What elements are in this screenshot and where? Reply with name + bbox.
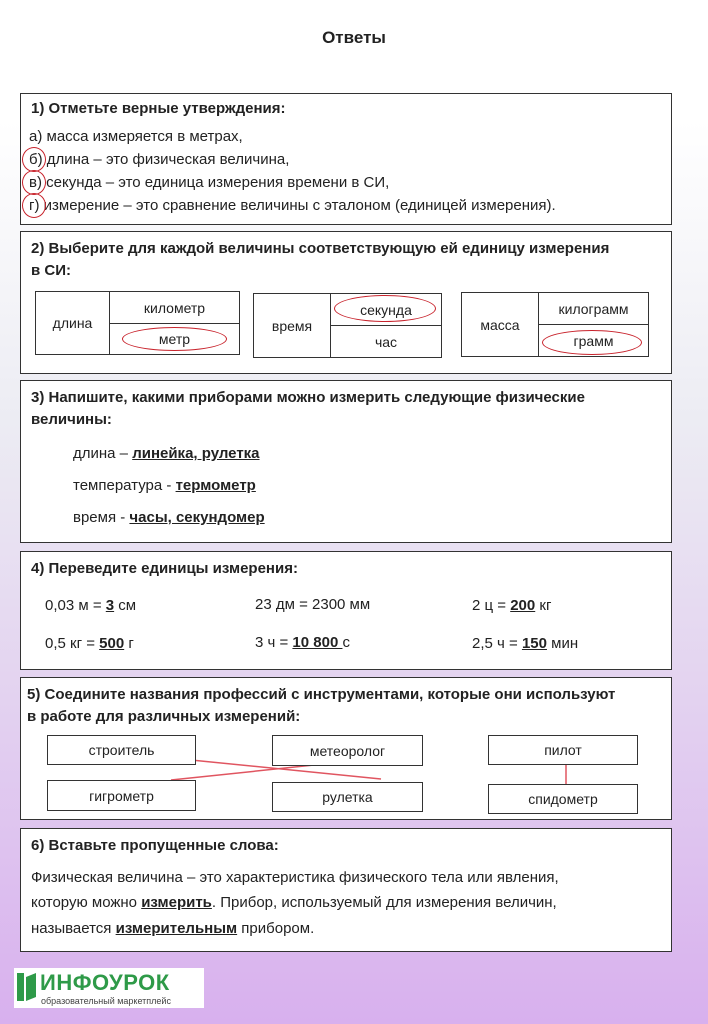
q4-item-1-post: см (114, 597, 137, 614)
q1-item-c: в) секунда – это единица измерения времени в СИ, (29, 174, 390, 191)
instrument-hygrometer: гигрометр (47, 780, 196, 811)
unit-meter: метр (109, 323, 240, 355)
answer-mark-meter (122, 327, 227, 351)
page-title: Ответы (322, 28, 386, 47)
question-1-heading: 1) Отметьте верные утверждения: (31, 100, 286, 117)
logo-mark-icon (16, 971, 38, 1003)
q4-item-2-pre: 23 дм = 2300 мм (255, 596, 371, 613)
unit-hour: час (330, 325, 442, 358)
question-3-heading-line1: 3) Напишите, какими приборами можно измерить следующие физические (31, 389, 585, 406)
logo (14, 968, 204, 1008)
q1-item-a: а) масса измеряется в метрах, (29, 128, 243, 145)
q1-item-b: б) длина – это физическая величина, (29, 151, 290, 168)
profession-meteorologist: метеоролог (272, 735, 423, 766)
q4-item-4-post: г (124, 635, 134, 652)
answer-mark-gram (542, 330, 642, 355)
logo-name: ИНФОУРОК (40, 970, 170, 995)
q4-item-3-pre: 2 ц = (472, 597, 511, 614)
q4-item-6-answer: 150 (521, 635, 547, 652)
answer-mark-second (334, 295, 436, 322)
question-4-heading: 4) Переведите единицы измерения: (31, 560, 298, 577)
unit-gram: грамм (538, 324, 649, 357)
question-2-box (20, 231, 672, 374)
q6-answer-measuring: измерительным (115, 920, 238, 937)
q1-item-d: г) измерение – это сравнение величины с эталоном (единицей измерения). (29, 197, 556, 214)
q3-answer-time: часы, секундомер (129, 509, 265, 526)
answer-mark-b (22, 147, 46, 172)
q4-item-6-post: мин (546, 635, 579, 652)
unit-kilogram: килограмм (538, 292, 649, 325)
q6-line3-post: прибором. (237, 920, 315, 937)
instrument-speedometer: спидометр (488, 784, 638, 814)
q4-item-2 (255, 596, 370, 613)
q4-item-1-pre: 0,03 м = (45, 597, 106, 614)
question-4-box (20, 551, 672, 670)
question-5-heading-line2: в работе для различных измерений: (27, 708, 301, 725)
q6-line3-pre: называется (31, 920, 116, 937)
q4-item-3-post: кг (535, 597, 552, 614)
quantity-mass: масса (461, 292, 539, 357)
q4-item-4-pre: 0,5 кг = (45, 635, 100, 652)
question-3-box (20, 380, 672, 543)
q4-item-5-answer: 10 800 (292, 634, 343, 651)
question-5-box (20, 677, 672, 820)
q3-answer-length: линейка, рулетка (132, 445, 260, 462)
q3-label-length: длина – (73, 445, 133, 462)
q6-line3 (31, 920, 314, 937)
q4-item-4-answer: 500 (99, 635, 125, 652)
q3-row-length (73, 445, 260, 462)
answer-mark-c (22, 170, 46, 195)
answer-mark-d (22, 193, 46, 218)
q4-item-6-pre: 2,5 ч = (472, 635, 522, 652)
question-5-heading-line1: 5) Соедините названия профессий с инструментами, которые они используют (27, 686, 616, 703)
quantity-length: длина (35, 291, 110, 355)
q4-item-5 (255, 634, 350, 651)
q4-item-4 (45, 635, 134, 652)
q4-item-3-answer: 200 (510, 597, 536, 614)
question-6-heading: 6) Вставьте пропущенные слова: (31, 837, 279, 854)
q4-item-5-pre: 3 ч = (255, 634, 293, 651)
q6-line1: Физическая величина – это характеристика физического тела или явления, (31, 869, 559, 886)
q4-item-5-post: с (342, 634, 350, 651)
logo-tagline: образовательный маркетплейс (41, 996, 171, 1006)
profession-pilot: пилот (488, 735, 638, 765)
unit-kilometer: километр (109, 291, 240, 324)
q4-item-3 (472, 597, 551, 614)
q6-line2 (31, 894, 557, 911)
q3-row-temperature (73, 477, 256, 494)
profession-builder: строитель (47, 735, 196, 765)
question-1-box (20, 93, 672, 225)
q6-line2-pre: которую можно (31, 894, 142, 911)
q4-item-1 (45, 597, 136, 614)
q3-row-time (73, 509, 265, 526)
q6-answer-measure: измерить (141, 894, 212, 911)
question-2-heading-line1: 2) Выберите для каждой величины соответствующую ей единицу измерения (31, 240, 610, 257)
q4-item-1-answer: 3 (105, 597, 115, 614)
q3-label-time: время - (73, 509, 130, 526)
quantity-time: время (253, 293, 331, 358)
question-2-heading-line2: в СИ: (31, 262, 71, 279)
question-3-heading-line2: величины: (31, 411, 112, 428)
question-6-box (20, 828, 672, 952)
unit-second: секунда (330, 293, 442, 326)
q4-item-6 (472, 635, 578, 652)
q3-answer-temperature: термометр (175, 477, 256, 494)
q6-line2-post: . Прибор, используемый для измерения величин, (211, 894, 557, 911)
instrument-tape-measure: рулетка (272, 782, 423, 812)
q3-label-temperature: температура - (73, 477, 176, 494)
